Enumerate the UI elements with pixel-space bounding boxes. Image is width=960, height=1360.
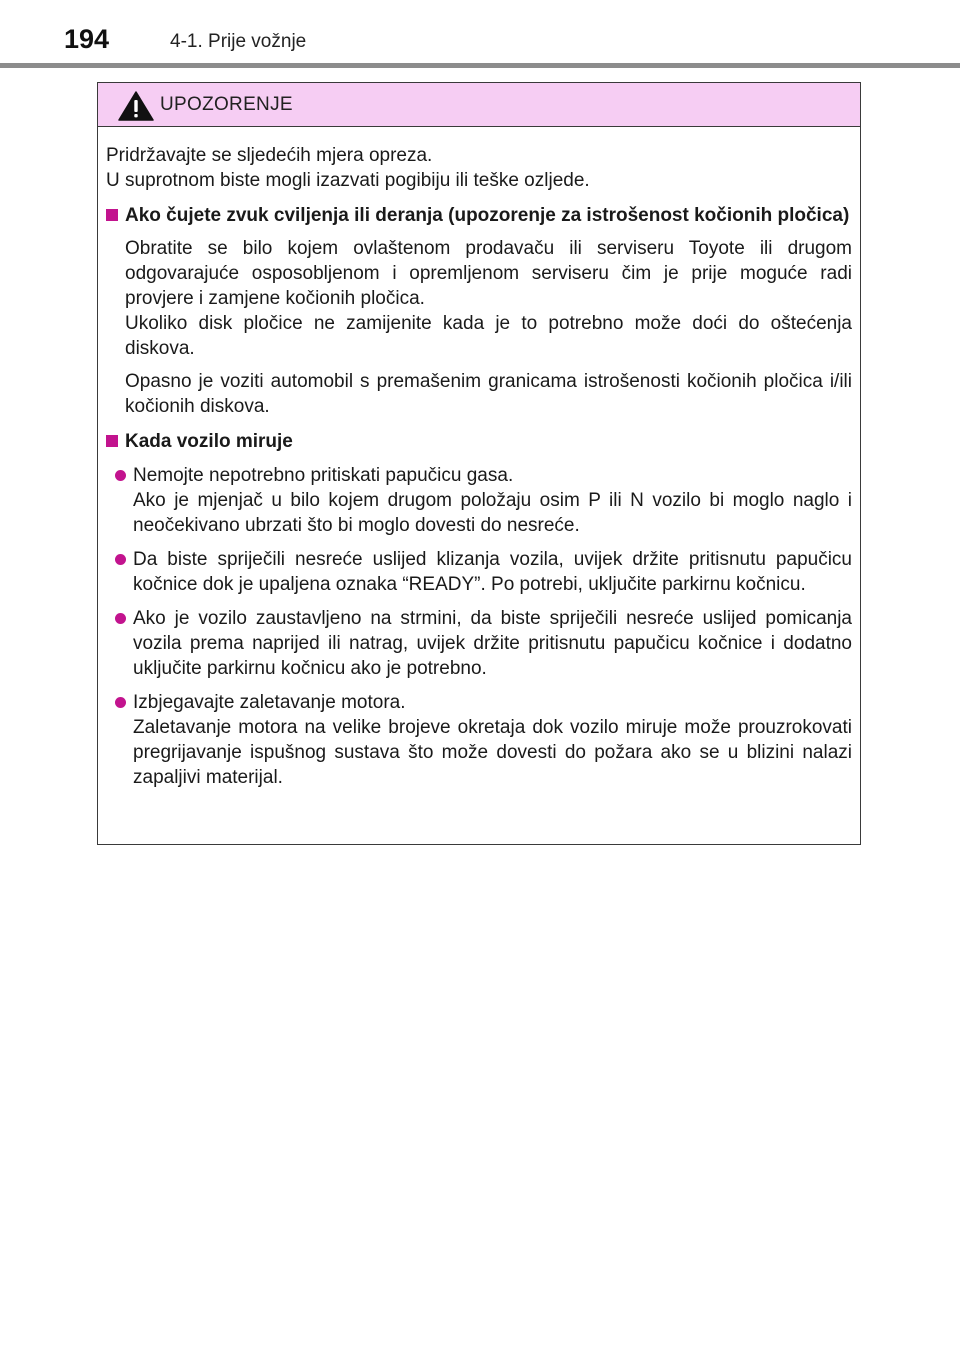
paragraph-line: Opasno je voziti automobil s premašenim granicama istrošenosti kočionih pločica i/ili kočionih diskova. xyxy=(125,371,852,417)
intro-line: U suprotnom biste mogli izazvati pogibiju ili teške ozljede. xyxy=(106,170,590,191)
paragraph xyxy=(125,236,852,361)
warning-box xyxy=(97,82,861,845)
section-title: 4-1. Prije vožnje xyxy=(170,31,307,52)
square-bullet-icon xyxy=(106,209,118,221)
section-title-text: Ako čujete zvuk cviljenja ili deranja (upozorenje za istrošenost kočionih pločica) xyxy=(125,205,850,226)
section-heading xyxy=(106,429,852,454)
list-item-text xyxy=(133,463,852,538)
page-header xyxy=(0,0,960,70)
list-item-line: Zaletavanje motora na velike brojeve okretaja dok vozilo miruje može prouzrokovati pregrijavanje ispušnog sustava što može dovesti do požara ako se u blizini nalazi zapaljivi materijal. xyxy=(133,717,852,788)
list-item-line: Ako je vozilo zaustavljeno na strmini, da biste spriječili nesreće uslijed pomicanja vozila prema naprijed ili natrag, uvijek držite pritisnutu papučicu kočnice i dodatno uključite parkirnu kočnicu ako je potrebno. xyxy=(133,608,852,679)
circle-bullet-icon xyxy=(115,613,126,624)
section-vehicle-stopped xyxy=(106,429,852,790)
list-item-line: Izbjegavajte zaletavanje motora. xyxy=(133,692,406,713)
section-heading xyxy=(106,203,852,228)
warning-intro xyxy=(106,143,852,193)
circle-bullet-icon xyxy=(115,697,126,708)
page-number: 194 xyxy=(64,24,110,54)
paragraph-line: Ukoliko disk pločice ne zamijenite kada je to potrebno može doći do oštećenja diskova. xyxy=(125,313,852,359)
paragraph xyxy=(125,369,852,419)
list-item xyxy=(115,690,852,790)
section-title-text: Kada vozilo miruje xyxy=(125,431,293,452)
list-item xyxy=(115,463,852,538)
list-item-text xyxy=(133,547,852,597)
list-item xyxy=(115,606,852,681)
warning-title: UPOZORENJE xyxy=(160,94,293,115)
list-item xyxy=(115,547,852,597)
list-item-text xyxy=(133,606,852,681)
circle-bullet-icon xyxy=(115,470,126,481)
paragraph-line: Obratite se bilo kojem ovlaštenom prodavaču ili serviseru Toyote ili drugom odgovarajuće osposobljenom i opremljenom serviseru čim je prije moguće radi provjere i zamjene kočionih pločica. xyxy=(125,238,852,309)
intro-line: Pridržavajte se sljedećih mjera opreza. xyxy=(106,145,433,166)
list-item-text xyxy=(133,690,852,790)
warning-body xyxy=(98,127,860,790)
section-brake-wear xyxy=(106,203,852,419)
list-item-line: Ako je mjenjač u bilo kojem drugom položaju osim P ili N vozilo bi moglo naglo i neočekivano ubrzati što bi moglo dovesti do nesreće. xyxy=(133,490,852,536)
list-item-line: Nemojte nepotrebno pritiskati papučicu gasa. xyxy=(133,465,514,486)
warning-triangle-icon xyxy=(118,91,154,121)
circle-bullet-icon xyxy=(115,554,126,565)
list-item-line: Da biste spriječili nesreće uslijed klizanja vozila, uvijek držite pritisnutu papučicu kočnice dok je upaljena oznaka “READY”. Po potrebi, uključite parkirnu kočnicu. xyxy=(133,549,852,595)
header-rule xyxy=(0,63,960,68)
warning-header xyxy=(98,83,860,127)
square-bullet-icon xyxy=(106,435,118,447)
